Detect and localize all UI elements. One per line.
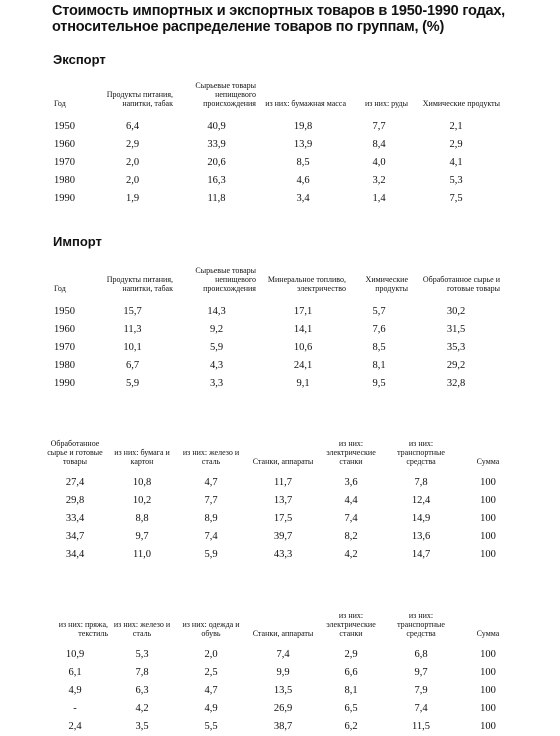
table-row [52,321,502,339]
import-header-year: Год [54,284,66,293]
table-row [40,474,518,492]
table-cell: 11,0 [133,549,151,560]
table-cell: 35,3 [446,342,466,353]
table-cell: 100 [480,685,496,696]
table-cell: 6,8 [414,649,428,660]
table-cell: 26,9 [273,703,293,714]
table3-header-paper: из них: бумага и картон [114,448,170,466]
table-cell: 34,4 [65,549,85,560]
table-cell: 1990 [54,193,75,204]
table-cell: 1960 [54,324,75,335]
table-cell: 8,5 [372,342,386,353]
table-cell: 11,7 [274,477,292,488]
table-cell: 10,6 [293,342,313,353]
table3-header-sum: Сумма [476,457,500,466]
table-cell: 5,3 [135,649,149,660]
table3-header-transport: из них: транспортные средства [397,439,445,466]
table-cell: 1,4 [372,193,386,204]
table-row [40,510,518,528]
table-row [40,664,518,682]
table-cell: 4,2 [344,549,358,560]
table-cell: 8,2 [344,531,358,542]
table-row [52,190,502,208]
table-cell: 100 [480,477,496,488]
table-cell: 8,8 [135,513,149,524]
table-cell: 8,1 [372,360,386,371]
title-line-1: Стоимость импортных и экспортных товаров в 1950-1990 годах, [52,3,506,19]
table-cell: 3,2 [372,175,386,186]
table-cell: 100 [480,649,496,660]
table-cell: 5,9 [125,378,140,389]
table-cell: 10,1 [123,342,142,353]
table-cell: 4,4 [344,495,358,506]
table-cell: 40,9 [207,121,226,132]
table-cell: 8,1 [344,685,358,696]
table-cell: 1970 [54,157,75,168]
table-cell: 1,9 [125,193,140,204]
export-header-year: Год [54,99,66,108]
table-cell: 2,0 [204,649,218,660]
table-row [40,700,518,718]
table-cell: 5,3 [449,175,463,186]
table-cell: 5,5 [204,721,218,732]
table-cell: 17,1 [293,306,313,317]
table-cell: 13,9 [293,139,313,150]
export-continuation-table [40,428,518,564]
table-cell: 3,4 [296,193,310,204]
table-cell: 14,1 [293,324,313,335]
table-cell: 19,8 [293,121,313,132]
table-cell: 1950 [54,306,75,317]
table-row [40,718,518,736]
import-header-manufactured: Обработанное сырье и готовые товары [422,275,500,293]
table-cell: 8,4 [372,139,386,150]
table-row [40,492,518,510]
table-cell: 39,7 [273,531,293,542]
table-cell: 100 [480,495,496,506]
table-cell: 2,9 [125,139,140,150]
table-cell: 1990 [54,378,75,389]
table-cell: 27,4 [65,477,85,488]
table-cell: 100 [480,531,496,542]
table-cell: 7,4 [344,513,358,524]
table-cell: 100 [480,667,496,678]
table-cell: 1980 [54,175,75,186]
table4-header-electrical: из них: электрические станки [326,611,376,638]
table-cell: 33,4 [65,513,85,524]
export-header-food: Продукты питания, напитки, табак [106,90,173,108]
table-cell: 9,1 [296,378,310,389]
table-row [52,339,502,357]
table-cell: 7,4 [414,703,428,714]
table-cell: 9,7 [414,667,428,678]
table-cell: 8,9 [204,513,218,524]
table-cell: 100 [480,513,496,524]
table-cell: 10,9 [65,649,85,660]
table-cell: 13,7 [273,495,293,506]
table-cell: 43,3 [273,549,293,560]
table-row [40,682,518,700]
import-heading: Импорт [53,234,102,249]
table3-header-iron-steel: из них: железо и сталь [182,448,240,466]
table-row [40,646,518,664]
table-cell: 6,7 [125,360,140,371]
table-cell: 9,5 [372,378,386,389]
table-cell: 4,3 [209,360,224,371]
export-header-ores: из них: руды [364,99,408,108]
table-cell: 4,2 [135,703,149,714]
table-cell: 5,7 [372,306,386,317]
import-header-fuel: Минеральное топливо, электричество [267,275,346,293]
table-cell: 2,1 [449,121,463,132]
table-row [52,172,502,190]
page-title [52,3,552,35]
table-cell: 100 [480,721,496,732]
table-cell: 14,9 [411,513,431,524]
table-cell: 1950 [54,121,75,132]
table4-header-clothing: из них: одежда и обувь [182,620,240,638]
table4-header-iron-steel: из них: железо и сталь [113,620,171,638]
table-cell: 5,9 [204,549,218,560]
table-cell: 32,8 [446,378,466,389]
table-cell: 8,5 [296,157,310,168]
table4-header-textile: из них: пряжа, текстиль [58,620,108,638]
table-cell: 10,8 [132,477,152,488]
export-header-raw: Сырьевые товары непищевого происхождения [195,81,256,108]
table-cell: 1960 [54,139,75,150]
table3-header-electrical: из них: электрические станки [326,439,376,466]
table-cell: 4,0 [372,157,386,168]
import-header-row [52,255,502,295]
table-row [52,154,502,172]
table-cell: 4,9 [68,685,82,696]
table-cell: 29,2 [446,360,466,371]
table-cell: 13,6 [411,531,431,542]
table-cell: 7,8 [414,477,428,488]
table-cell: 17,5 [273,513,293,524]
table-cell: 6,3 [135,685,149,696]
table4-header-machines: Станки, аппараты [252,629,314,638]
table-cell: 2,5 [204,667,218,678]
table-cell: 14,3 [207,306,226,317]
import-table [52,255,502,393]
import-header-raw: Сырьевые товары непищевого происхождения [195,266,256,293]
table-cell: 2,4 [68,721,82,732]
table-cell: 6,5 [344,703,358,714]
table-cell: 2,0 [125,175,140,186]
import-continuation-table [40,600,518,736]
table-cell: 29,8 [65,495,85,506]
table4-header-transport: из них: транспортные средства [397,611,445,638]
export-header-row [52,70,502,110]
table-cell: 7,5 [449,193,463,204]
table-cell: 38,7 [273,721,293,732]
table-cell: 11,5 [412,721,430,732]
table-cell: - [73,703,77,714]
table-cell: 6,6 [344,667,358,678]
export-header-chemicals: Химические продукты [422,99,500,108]
table-cell: 100 [480,703,496,714]
table3-header-manufactured: Обработанное сырье и готовые товары [47,439,103,466]
import-header-food: Продукты питания, напитки, табак [106,275,173,293]
export-heading: Экспорт [53,52,106,67]
table-cell: 31,5 [446,324,466,335]
table-cell: 6,1 [68,667,82,678]
table-cell: 2,0 [125,157,140,168]
table-cell: 20,6 [207,157,226,168]
table-cell: 12,4 [411,495,431,506]
table-cell: 9,2 [209,324,224,335]
table-row [52,118,502,136]
table-cell: 1980 [54,360,75,371]
table-cell: 100 [480,549,496,560]
table-cell: 30,2 [446,306,466,317]
table-cell: 7,4 [204,531,218,542]
table-cell: 13,5 [273,685,293,696]
import-header-chemicals: Химические продукты [365,275,408,293]
table-row [40,546,518,564]
table-cell: 5,9 [209,342,224,353]
table-row [52,357,502,375]
table-cell: 7,4 [276,649,290,660]
table-cell: 2,9 [449,139,463,150]
table-cell: 4,7 [204,685,218,696]
table4-header-row [40,600,518,638]
table-cell: 33,9 [207,139,226,150]
table-cell: 4,6 [296,175,310,186]
table-cell: 15,7 [123,306,142,317]
table-cell: 10,2 [132,495,152,506]
table-cell: 9,9 [276,667,290,678]
table-cell: 4,9 [204,703,218,714]
table-cell: 4,7 [204,477,218,488]
export-header-pulp: из них: бумажная масса [265,99,346,108]
table-cell: 11,8 [207,193,226,204]
table-cell: 3,5 [135,721,149,732]
title-line-2: относительное распределение товаров по группам, (%) [52,19,445,35]
table-cell: 24,1 [293,360,313,371]
table-cell: 3,6 [344,477,358,488]
table-cell: 6,4 [125,121,140,132]
table-cell: 9,7 [135,531,149,542]
table-cell: 34,7 [65,531,85,542]
table-cell: 14,7 [411,549,431,560]
table-cell: 7,6 [372,324,386,335]
table-cell: 1970 [54,342,75,353]
table-cell: 7,7 [372,121,386,132]
table-cell: 3,3 [209,378,224,389]
table-cell: 7,7 [204,495,218,506]
table-cell: 7,9 [414,685,428,696]
table-cell: 16,3 [207,175,226,186]
table-row [40,528,518,546]
table-row [52,375,502,393]
table-row [52,303,502,321]
table-cell: 4,1 [449,157,463,168]
export-table [52,70,502,208]
table3-header-row [40,428,518,466]
table-cell: 7,8 [135,667,149,678]
table-row [52,136,502,154]
table-cell: 6,2 [344,721,358,732]
table-cell: 11,3 [123,324,142,335]
table3-header-machines: Станки, аппараты [252,457,314,466]
table-cell: 2,9 [344,649,358,660]
table4-header-sum: Сумма [476,629,500,638]
